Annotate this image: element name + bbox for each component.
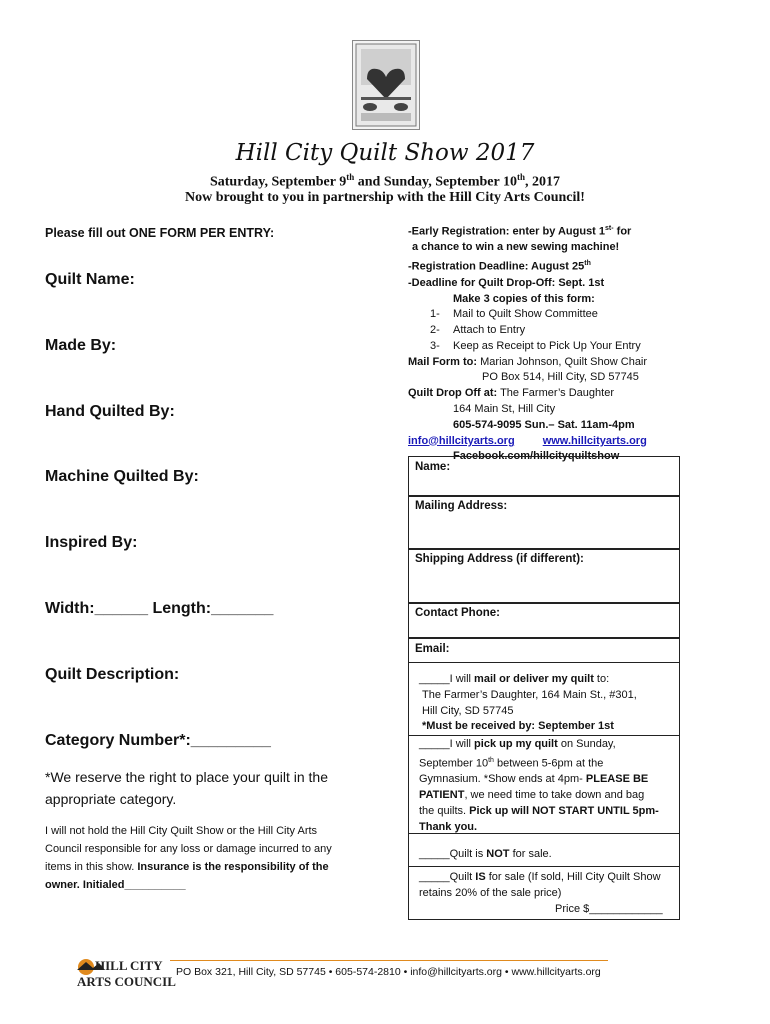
field-quilt-name[interactable]: Quilt Name: bbox=[45, 271, 135, 288]
partnership-line: Now brought to you in partnership with the Hill City Arts Council! bbox=[185, 190, 585, 205]
logo-line-1: HILL CITY bbox=[95, 958, 163, 973]
show-dates: Saturday, September 9th and Sunday, September 10th, 2017 bbox=[209, 172, 560, 190]
name-box[interactable]: Name: bbox=[408, 456, 680, 497]
divider bbox=[409, 662, 679, 663]
mailing-address-box[interactable]: Mailing Address: bbox=[408, 495, 680, 550]
field-quilt-description[interactable]: Quilt Description: bbox=[45, 666, 180, 683]
field-category-number[interactable]: Category Number*:_________ bbox=[45, 732, 271, 749]
divider bbox=[409, 735, 679, 736]
option-pick-up[interactable]: _____I will pick up my quilt on Sunday, September 10th between 5-6pm at the Gymnasium. *Show ends at 4pm- PLEASE BE PATIENT, we need time to take down and bag the quilts. Pick up will NOT START UNTIL 5pm- Thank you. bbox=[419, 738, 659, 833]
option-for-sale[interactable]: _____Quilt IS for sale (If sold, Hill City Quilt Show retains 20% of the sale price) Price $____________ bbox=[419, 870, 677, 917]
price-field[interactable]: Price $____________ bbox=[555, 902, 663, 915]
field-dimensions[interactable]: Width:______ Length:_______ bbox=[45, 600, 274, 617]
instruction: Please fill out ONE FORM PER ENTRY: bbox=[45, 226, 275, 240]
website-link[interactable]: www.hillcityarts.org bbox=[542, 434, 647, 447]
reserve-note: *We reserve the right to place your quilt in the appropriate category. bbox=[45, 769, 329, 807]
option-not-for-sale[interactable]: _____Quilt is NOT for sale. bbox=[419, 848, 552, 860]
hill-city-arts-council-logo bbox=[75, 956, 176, 995]
divider bbox=[409, 833, 679, 834]
divider bbox=[409, 866, 679, 867]
quilt-show-image bbox=[352, 40, 420, 130]
logo-line-2: ARTS COUNCIL bbox=[77, 974, 176, 989]
footer-contact: PO Box 321, Hill City, SD 57745 • 605-574-2810 • info@hillcityarts.org • www.hillcityarts.org bbox=[176, 966, 601, 978]
shipping-address-box[interactable]: Shipping Address (if different): bbox=[408, 548, 680, 604]
footer-rule bbox=[170, 960, 608, 961]
option-mail-deliver[interactable]: _____I will mail or deliver my quilt to: The Farmer’s Daughter, 164 Main St., #301, Hill City, SD 57745 *Must be received by: September 1st bbox=[419, 673, 637, 733]
page-title: Hill City Quilt Show 2017 bbox=[235, 140, 535, 166]
field-made-by[interactable]: Made By: bbox=[45, 337, 117, 354]
registration-info: -Early Registration: enter by August $1^{st-}$ for a chance to win a new sewing machine! -Registration Deadline: August 25th -Deadline for Quilt Drop-Off: Sept. 1st Make 3 copies of this form: 1- Mail to Quilt Show Committee 2- Attach to Entry 3- Keep as Receipt to Pick Up Your Entry Mail Form to: Marian Johnson, Quilt Show Chair PO Box 514, Hill City, SD 57745 Quilt Drop Off at: The Farmer’s Daughter 164 Main St, Hill City 605-574-9095 Sun.– Sat. 11am-4pm info@hillcityarts.org www.hillcityarts.org Facebook.com/hillcityquiltshow bbox=[408, 225, 648, 463]
email-link[interactable]: info@hillcityarts.org bbox=[408, 434, 515, 447]
disclaimer: I will not hold the Hill City Quilt Show or the Hill City Arts Council responsible for any loss or damage incurred to any items in this show. Insurance is the responsibility of the owner. Initialed__________ bbox=[45, 825, 332, 891]
contact-phone-box[interactable]: Contact Phone: bbox=[408, 602, 680, 638]
field-hand-quilted-by[interactable]: Hand Quilted By: bbox=[45, 403, 175, 420]
field-inspired-by[interactable]: Inspired By: bbox=[45, 534, 138, 551]
email-field[interactable]: Email: bbox=[415, 643, 450, 655]
field-machine-quilted-by[interactable]: Machine Quilted By: bbox=[45, 468, 199, 485]
